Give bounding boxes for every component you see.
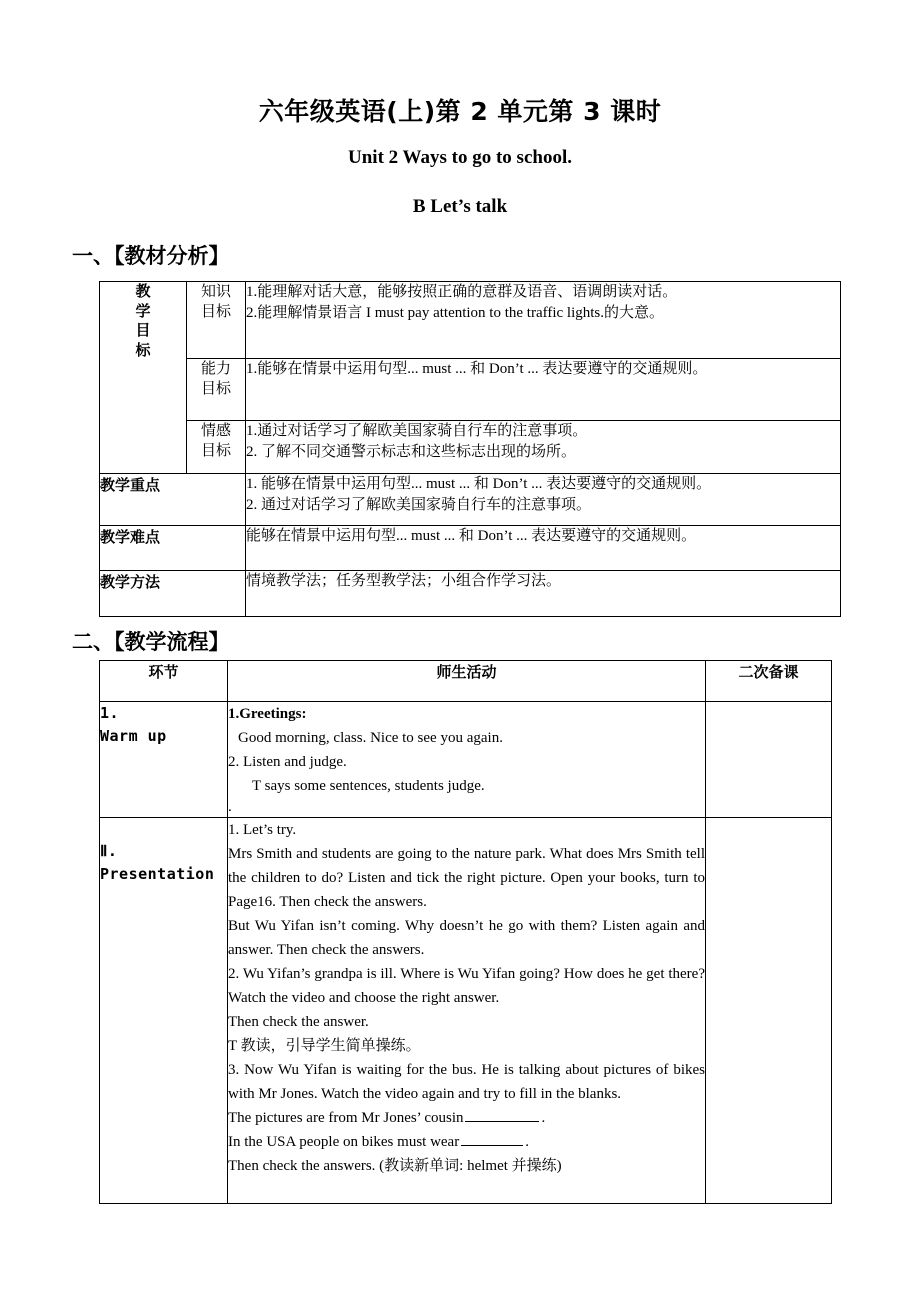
page-title: 六年级英语(上)第 2 单元第 3 课时 [258, 97, 662, 126]
blank-underline[interactable] [465, 1107, 539, 1122]
stage-line: Ⅱ. [100, 842, 118, 860]
stage-line: Warm up [100, 727, 167, 746]
table-row [100, 818, 832, 1204]
activity-line: Good morning, class. Nice to see you again. [238, 730, 503, 746]
fill-in-text: In the USA people on bikes must wear [228, 1134, 460, 1150]
key-points-label: 教学重点 [100, 474, 246, 526]
blank-underline[interactable] [461, 1131, 523, 1146]
stage-line: 1. [100, 704, 120, 722]
lesson-section-title: B Let’s talk [412, 196, 508, 217]
table-row [100, 359, 841, 421]
emotional-objective-content [246, 421, 841, 474]
content-line: 能够在情景中运用句型... must ... 和 Don’t ... 表达要遵守的交通规则。 [246, 528, 697, 544]
notes-cell-presentation[interactable] [706, 818, 832, 1204]
material-analysis-table [99, 281, 841, 617]
activity-line: 2. Listen and judge. [228, 754, 347, 770]
activity-presentation [228, 818, 706, 1204]
fill-in-period: . [525, 1134, 529, 1150]
label-char: 目 [135, 321, 151, 339]
stage-label-presentation [100, 818, 228, 1204]
fill-in-blank-line-2 [228, 1130, 705, 1154]
table-header-row [100, 661, 832, 702]
label-line: 情感 [200, 421, 231, 439]
section-heading-teaching-flow: 二、【教学流程】 [72, 630, 230, 654]
difficult-points-content [246, 526, 841, 571]
activity-line: 3. Now Wu Yifan is waiting for the bus. He is talking about pictures of bikes with Mr Jones. Watch the video again and try to fill in the blanks. [228, 1062, 705, 1102]
table-row [100, 571, 841, 617]
activity-warm-up [228, 702, 706, 818]
label-char: 教 [135, 282, 151, 300]
section-heading-material-analysis: 一、【教材分析】 [72, 244, 230, 268]
table-row [100, 421, 841, 474]
activity-line: T says some sentences, students judge. [252, 778, 485, 794]
ability-objective-content [246, 359, 841, 421]
objective-line: 2. 了解不同交通警示标志和这些标志出现的场所。 [246, 444, 577, 461]
activity-heading: 1.Greetings: [228, 706, 307, 722]
activity-line: 2. Wu Yifan’s grandpa is ill. Where is Wu Yifan going? How does he get there? Watch the video and choose the right answer. [228, 966, 705, 1006]
teaching-methods-label: 教学方法 [100, 571, 246, 617]
table-row [100, 474, 841, 526]
knowledge-objective-content [246, 282, 841, 359]
label-line: 目标 [200, 378, 231, 397]
column-header-activity: 师生活动 [228, 661, 706, 702]
difficult-points-label: 教学难点 [100, 526, 246, 571]
teaching-flow-table [99, 660, 832, 1204]
label-char: 学 [135, 301, 151, 320]
label-line: 知识 [200, 282, 231, 300]
objective-line: 1.能够在情景中运用句型... must ... 和 Don’t ... 表达要遵守的交通规则。 [246, 361, 708, 377]
fill-in-period: . [541, 1110, 546, 1126]
activity-line: . [228, 799, 232, 815]
objective-line: 1.通过对话学习了解欧美国家骑自行车的注意事项。 [246, 423, 588, 439]
ability-objective-label [187, 359, 246, 421]
knowledge-objective-label [187, 282, 246, 359]
label-line: 目标 [200, 301, 231, 320]
fill-in-text: The pictures are from Mr Jones’ cousin [228, 1110, 464, 1126]
emotional-objective-label [187, 421, 246, 474]
stage-label-warm-up [100, 702, 228, 818]
table-row [100, 526, 841, 571]
stage-line: Presentation [100, 865, 215, 884]
fill-in-blank-line-1 [228, 1106, 705, 1130]
activity-line: Mrs Smith and students are going to the nature park. What does Mrs Smith tell the children to do? Listen and tick the right picture. Open your books, turn to Page16. Then check the answers. [228, 846, 705, 910]
objective-line: 1.能理解对话大意，能够按照正确的意群及语音、语调朗读对话。 [246, 284, 678, 300]
unit-title: Unit 2 Ways to go to school. [348, 147, 572, 168]
label-char: 标 [135, 340, 151, 359]
column-header-notes: 二次备课 [706, 661, 832, 702]
teaching-objectives-label [100, 282, 187, 474]
content-line: 2. 通过对话学习了解欧美国家骑自行车的注意事项。 [246, 497, 592, 514]
teaching-methods-content [246, 571, 841, 617]
activity-line: T 教读，引导学生简单操练。 [228, 1038, 421, 1054]
activity-line: But Wu Yifan isn’t coming. Why doesn’t he go with them? Listen again and answer. Then check the answers. [228, 918, 705, 958]
label-line: 能力 [200, 359, 231, 377]
activity-line: Then check the answers. (教读新单词: helmet 并操练) [228, 1158, 562, 1174]
activity-line: Then check the answer. [228, 1014, 369, 1030]
key-points-content [246, 474, 841, 526]
column-header-stage: 环节 [100, 661, 228, 702]
table-row [100, 282, 841, 359]
label-line: 目标 [200, 440, 231, 459]
activity-line: 1. Let’s try. [228, 822, 297, 838]
notes-cell-warm-up[interactable] [706, 702, 832, 818]
table-row [100, 702, 832, 818]
content-line: 情境教学法；任务型教学法；小组合作学习法。 [246, 573, 562, 589]
content-line: 1. 能够在情景中运用句型... must ... 和 Don’t ... 表达要遵守的交通规则。 [246, 476, 712, 492]
objective-line: 2.能理解情景语言 I must pay attention to the traffic lights.的大意。 [246, 305, 665, 322]
